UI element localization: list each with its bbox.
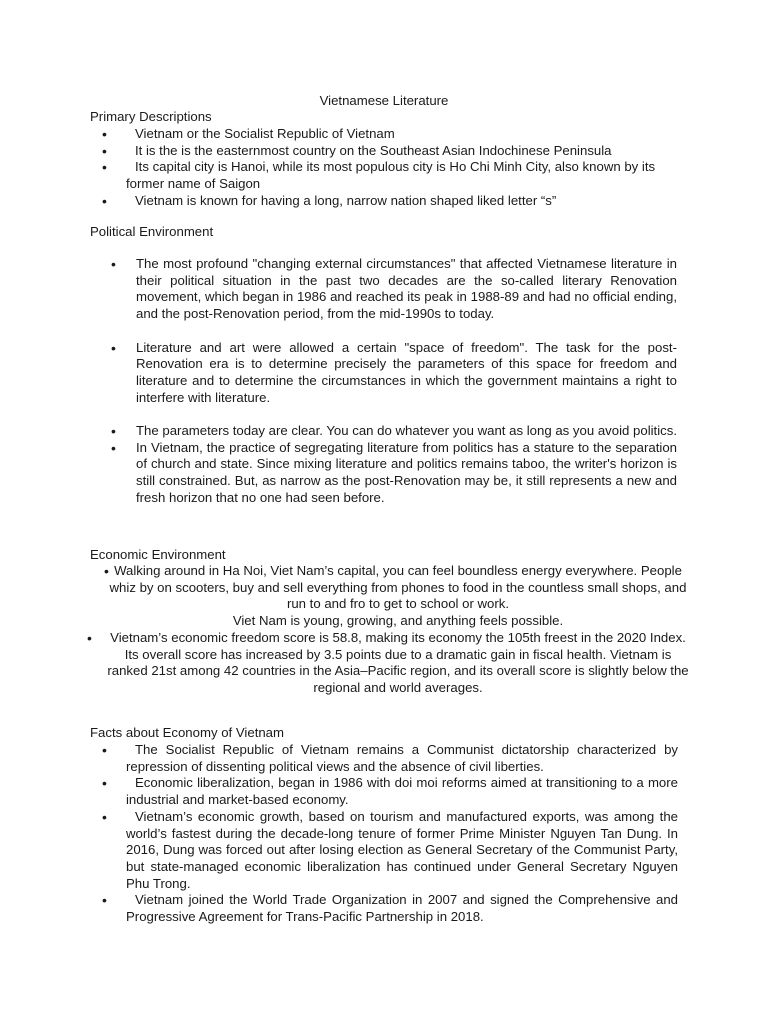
list-item: • Vietnam joined the World Trade Organization in 2007 and signed the Comprehensive and Progressive Agreement for Trans-Pacific Partnership in 2018. — [126, 892, 678, 925]
heading-facts-about-economy: Facts about Economy of Vietnam — [90, 725, 285, 740]
list-item: • Vietnam is known for having a long, narrow nation shaped liked letter “s” — [126, 193, 686, 210]
heading-primary-descriptions: Primary Descriptions — [90, 109, 212, 124]
list-item: • Walking around in Ha Noi, Viet Nam’s capital, you can feel boundless energy everywhere. People whiz by on scooters, buy and sell everything from phones to food in the countless small shops, and run to and fro to get to school or work. Viet Nam is young, growing, and anything feels possible. — [104, 563, 692, 630]
heading-economic-environment: Economic Environment — [90, 547, 226, 562]
list-item: • In Vietnam, the practice of segregating literature from politics has a stature to the separation of church and state. Since mixing literature and politics remains taboo, the writer's horizon is still constrained. But, as narrow as the post-Renovation may be, it still represents a new and fresh horizon that no one had seen before. — [136, 440, 677, 507]
list-item: • The parameters today are clear. You can do whatever you want as long as you avoid politics. — [136, 423, 677, 440]
list-item: • It is the is the easternmost country on the Southeast Asian Indochinese Peninsula — [126, 143, 686, 160]
list-item: • The most profound "changing external circumstances" that affected Vietnamese literature in their political situation in the past two decades are the so-called literary Renovation movement, which began in 1986 and reached its peak in 1988-89 and had no official ending, and the post-Renovation period, from the mid-1990s to today. — [136, 256, 677, 323]
heading-political-environment: Political Environment — [90, 224, 214, 239]
list-item: • Vietnam’s economic growth, based on tourism and manufactured exports, was among the world’s fastest during the decade-long tenure of former Prime Minister Nguyen Tan Dung. In 2016, Dung was forced out after losing election as General Secretary of the Communist Party, but state-managed economic liberalization has continued under General Secretary Nguyen Phu Trong. — [126, 809, 678, 893]
list-item: • Vietnam or the Socialist Republic of Vietnam — [126, 126, 686, 143]
list-item: • Its capital city is Hanoi, while its most populous city is Ho Chi Minh City, also known by its former name of Saigon — [126, 159, 686, 192]
list-item: • The Socialist Republic of Vietnam remains a Communist dictatorship characterized by repression of dissenting political views and the absence of civil liberties. — [126, 742, 678, 775]
economic-environment-list — [104, 563, 692, 697]
political-environment-list — [136, 256, 677, 507]
list-item: • Literature and art were allowed a certain "space of freedom". The task for the post-Renovation era is to determine precisely the parameters of this space for freedom and literature and to determine the circumstances in which the government maintains a right to interfere with literature. — [136, 340, 677, 407]
facts-about-economy-list — [126, 742, 678, 926]
list-item: • Vietnam’s economic freedom score is 58.8, making its economy the 105th freest in the 2020 Index. Its overall score has increased by 3.5 points due to a dramatic gain in fiscal health. Vietnam is ranked 21st among 42 countries in the Asia–Pacific region, and its overall score is slightly below the regional and world averages. — [104, 630, 692, 697]
document-title: Vietnamese Literature — [319, 93, 449, 108]
primary-descriptions-list — [126, 126, 686, 210]
list-item: • Economic liberalization, began in 1986 with doi moi reforms aimed at transitioning to a more industrial and market-based economy. — [126, 775, 678, 808]
